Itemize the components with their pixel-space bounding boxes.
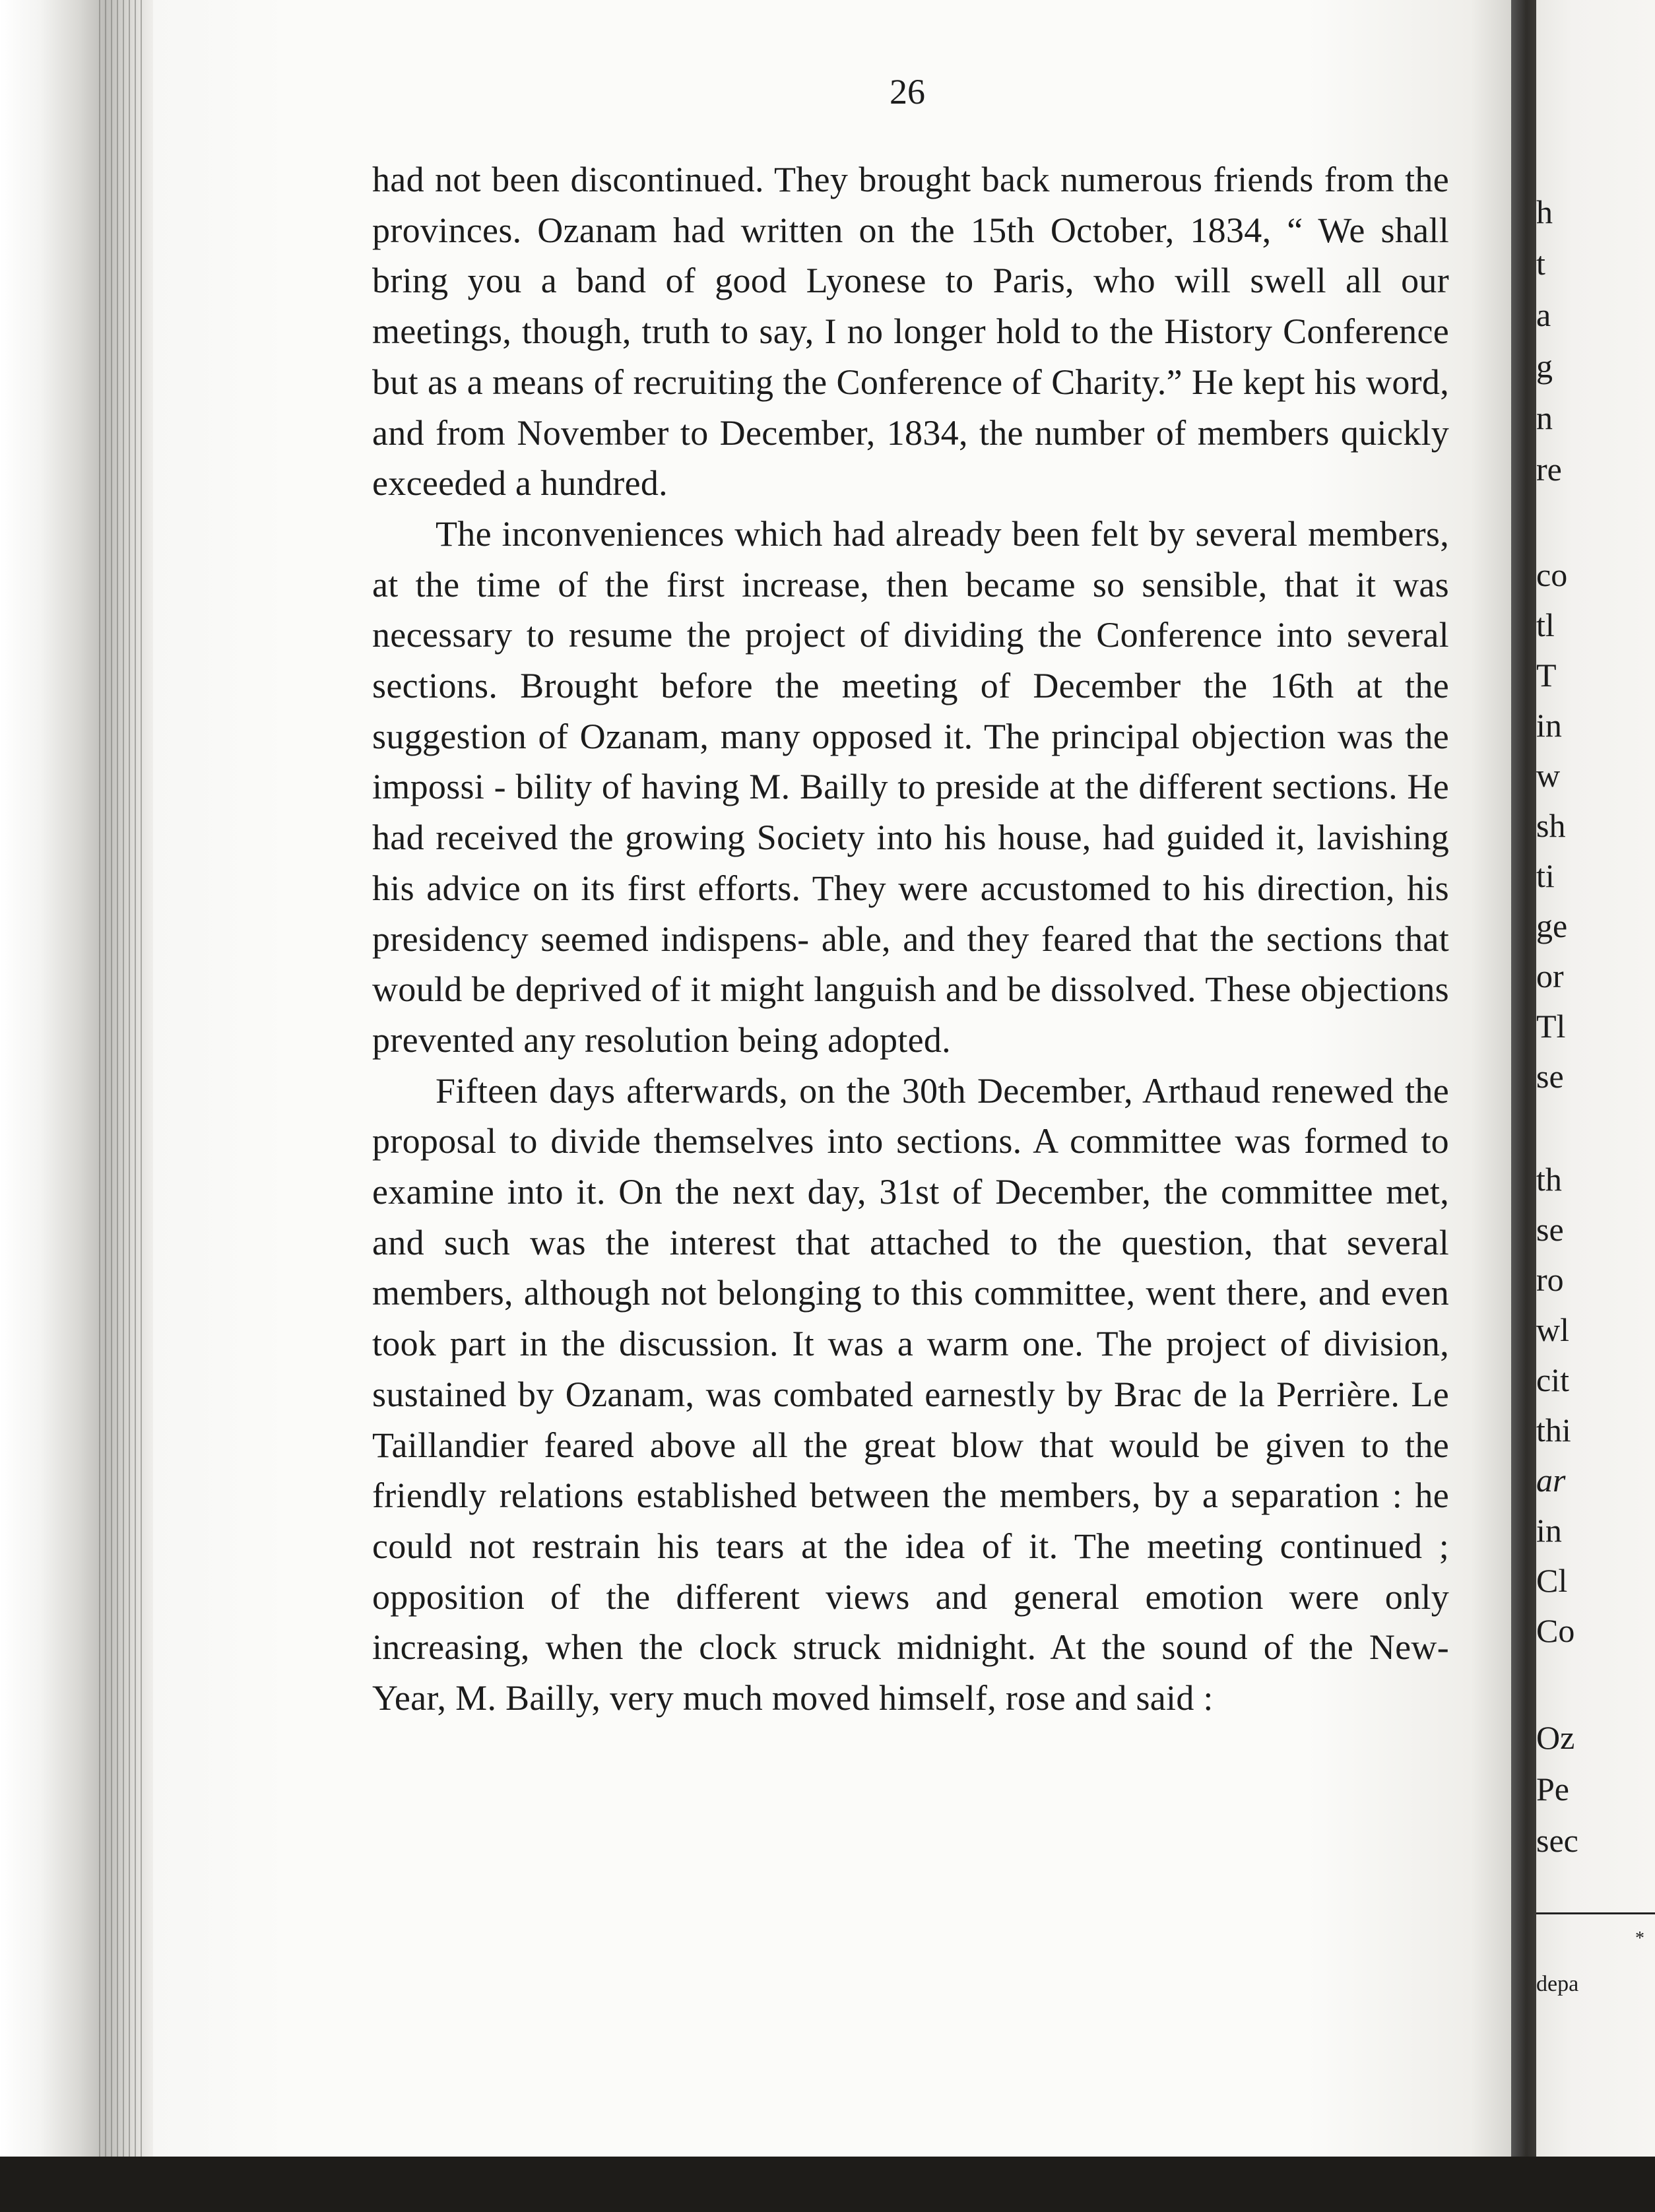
facing-page-fragment: wl <box>1536 1311 1569 1348</box>
facing-page-fragment: Co <box>1536 1612 1575 1649</box>
facing-page-fragment: ti <box>1536 857 1555 894</box>
facing-page-fragment: w <box>1536 757 1561 794</box>
facing-page-fragment: g <box>1536 348 1553 385</box>
facing-page-fragment: Oz <box>1536 1719 1575 1756</box>
facing-page-fragment: ge <box>1536 907 1568 944</box>
facing-page-fragment: n <box>1536 399 1553 436</box>
facing-page-fragment: ar <box>1536 1462 1566 1499</box>
facing-page-fragment: or <box>1536 958 1564 994</box>
book-gutter <box>0 0 153 2212</box>
paragraph: Fifteen days afterwards, on the 30th December, Arthaud renewed the proposal to divide themselves into sections. A committee was formed to examine into it. On the next day, 31st of December, the committee met, and such was the interest that attached to the question, that several members, although not belonging to this committee, went there, and even took part in the discussion. It was a warm one. The project of division, sustained by Ozanam, was combated earnestly by Brac de la Perrière. Le Taillandier feared above all the great blow that would be given to the friendly relations established between the members, by a separation : he could not restrain his tears at the idea of it. The meeting continued ; opposition of the different views and general emotion were only increasing, when the clock struck midnight. At the sound of the New-Year, M. Bailly, very much moved himself, rose and said : <box>372 1070 1449 1718</box>
paragraph: had not been discontinued. They brought back numerous friends from the provinces. Ozanam had written on the 15th October, 1834, “ We shall bring you a band of good Lyonese to Paris, who will swell all our meetings, though, truth to say, I no longer hold to the History Conference but as a means of recruiting the Conference of Charity.” He kept his word, and from November to December, 1834, the number of members quickly exceeded a hundred. <box>372 160 1449 504</box>
facing-page-fragment: h <box>1536 193 1553 230</box>
facing-page-fragment: th <box>1536 1161 1562 1198</box>
facing-page-edge <box>1536 0 1655 2157</box>
footnote-rule <box>1536 1912 1655 1914</box>
facing-page-fragment: a <box>1536 296 1551 333</box>
scan-bottom-edge <box>0 2157 1655 2212</box>
facing-page-fragment: sh <box>1536 807 1566 844</box>
facing-page-fragment: cit <box>1536 1361 1569 1398</box>
page-number: 26 <box>890 72 925 112</box>
facing-page-fragment: tl <box>1536 606 1555 643</box>
facing-page-fragment: T <box>1536 657 1557 694</box>
page-edge-shadow <box>1511 0 1536 2157</box>
facing-page-fragment: ro <box>1536 1261 1564 1298</box>
facing-page-fragment: Cl <box>1536 1562 1568 1599</box>
gutter-page-edges <box>99 0 145 2212</box>
facing-page-fragment: in <box>1536 1512 1562 1549</box>
facing-page-fragment: se <box>1536 1211 1564 1248</box>
facing-page-fragment: depa <box>1536 1972 1579 1996</box>
facing-page-fragment: t <box>1536 245 1545 282</box>
facing-page-fragment: in <box>1536 707 1562 744</box>
facing-page-fragment: co <box>1536 556 1568 593</box>
facing-page-fragment: * <box>1635 1928 1644 1949</box>
facing-page-fragment: Tl <box>1536 1008 1566 1045</box>
facing-page-fragment: sec <box>1536 1822 1578 1859</box>
paragraph: The inconveniences which had already been felt by several members, at the time of the first increase, then became so sensible, that it was necessary to resume the project of dividing the Conference into several sections. Brought before the meeting of December the 16th at the suggestion of Ozanam, many opposed it. The principal objection was the impossi - bility of having M. Bailly to preside at the different sections. He had received the growing Society into his house, had guided it, lavishing his advice on its first efforts. They were accustomed to his direction, his presidency seemed indispens- able, and they feared that the sections that would be deprived of it might languish and be dissolved. These objections prevented any resolution being adopted. <box>372 513 1449 1060</box>
facing-page-fragment: se <box>1536 1058 1564 1095</box>
facing-page-fragment: re <box>1536 451 1562 488</box>
facing-page-fragment: Pe <box>1536 1771 1569 1807</box>
page-body <box>372 154 1449 1724</box>
facing-page-fragment: thi <box>1536 1412 1571 1448</box>
